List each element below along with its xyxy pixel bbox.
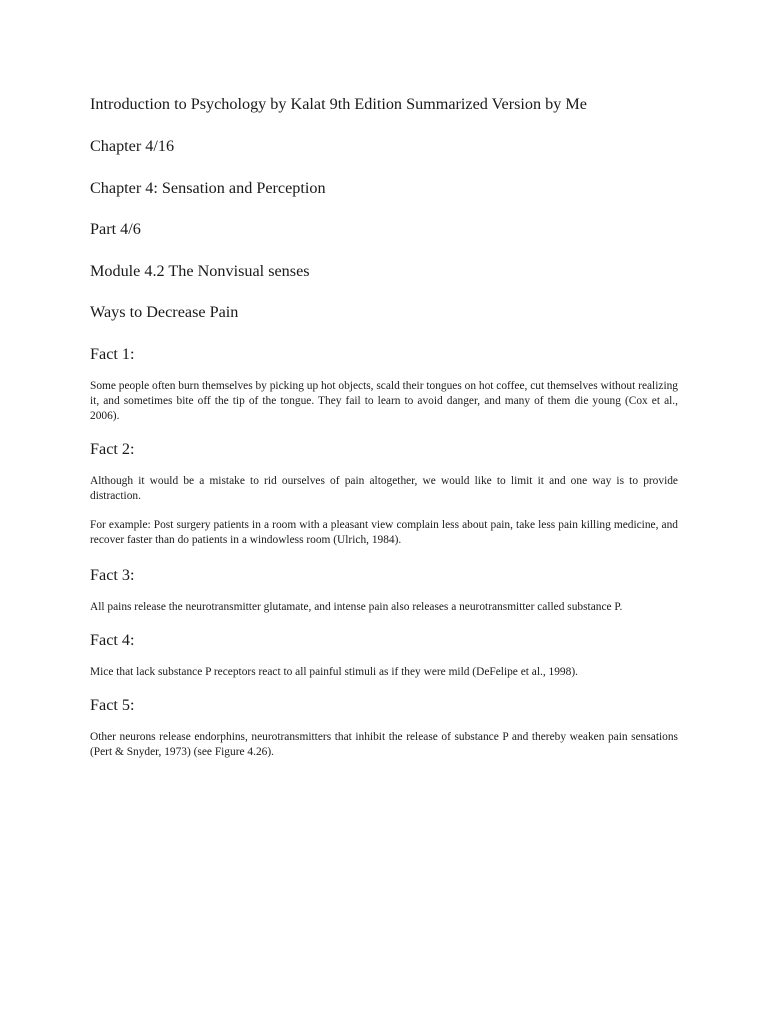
chapter-title: Chapter 4: Sensation and Perception xyxy=(90,179,326,197)
fact-1-heading: Fact 1: xyxy=(90,345,135,363)
part-label: Part 4/6 xyxy=(90,220,141,238)
fact-4-heading: Fact 4: xyxy=(90,631,135,649)
fact-1-paragraph: Some people often burn themselves by picking up hot objects, scald their tongues on hot coffee, cut themselves without realizing it, and sometimes bite off the tip of the tongue. They fail to learn to avoid danger, and many of them die young (Cox et al., 2006). xyxy=(90,380,678,422)
fact-3-heading: Fact 3: xyxy=(90,566,135,584)
fact-2-paragraph: Although it would be a mistake to rid ourselves of pain altogether, we would like to limit it and one way is to provide distraction. xyxy=(90,475,678,502)
section-title: Ways to Decrease Pain xyxy=(90,303,239,321)
module-title: Module 4.2 The Nonvisual senses xyxy=(90,262,310,280)
fact-5-heading: Fact 5: xyxy=(90,696,135,714)
chapter-number: Chapter 4/16 xyxy=(90,137,175,155)
fact-4-paragraph: Mice that lack substance P receptors react to all painful stimuli as if they were mild (DeFelipe et al., 1998). xyxy=(90,666,578,678)
fact-3-paragraph: All pains release the neurotransmitter glutamate, and intense pain also releases a neurotransmitter called substance P. xyxy=(90,601,623,613)
document-page xyxy=(90,0,678,1024)
document-title: Introduction to Psychology by Kalat 9th Edition Summarized Version by Me xyxy=(90,95,587,113)
fact-2-example-paragraph: For example: Post surgery patients in a room with a pleasant view complain less about pain, take less pain killing medicine, and recover faster than do patients in a windowless room (Ulrich, 1984). xyxy=(90,519,678,546)
fact-2-heading: Fact 2: xyxy=(90,440,135,458)
fact-5-paragraph: Other neurons release endorphins, neurotransmitters that inhibit the release of substance P and thereby weaken pain sensations (Pert & Snyder, 1973) (see Figure 4.26). xyxy=(90,731,678,758)
